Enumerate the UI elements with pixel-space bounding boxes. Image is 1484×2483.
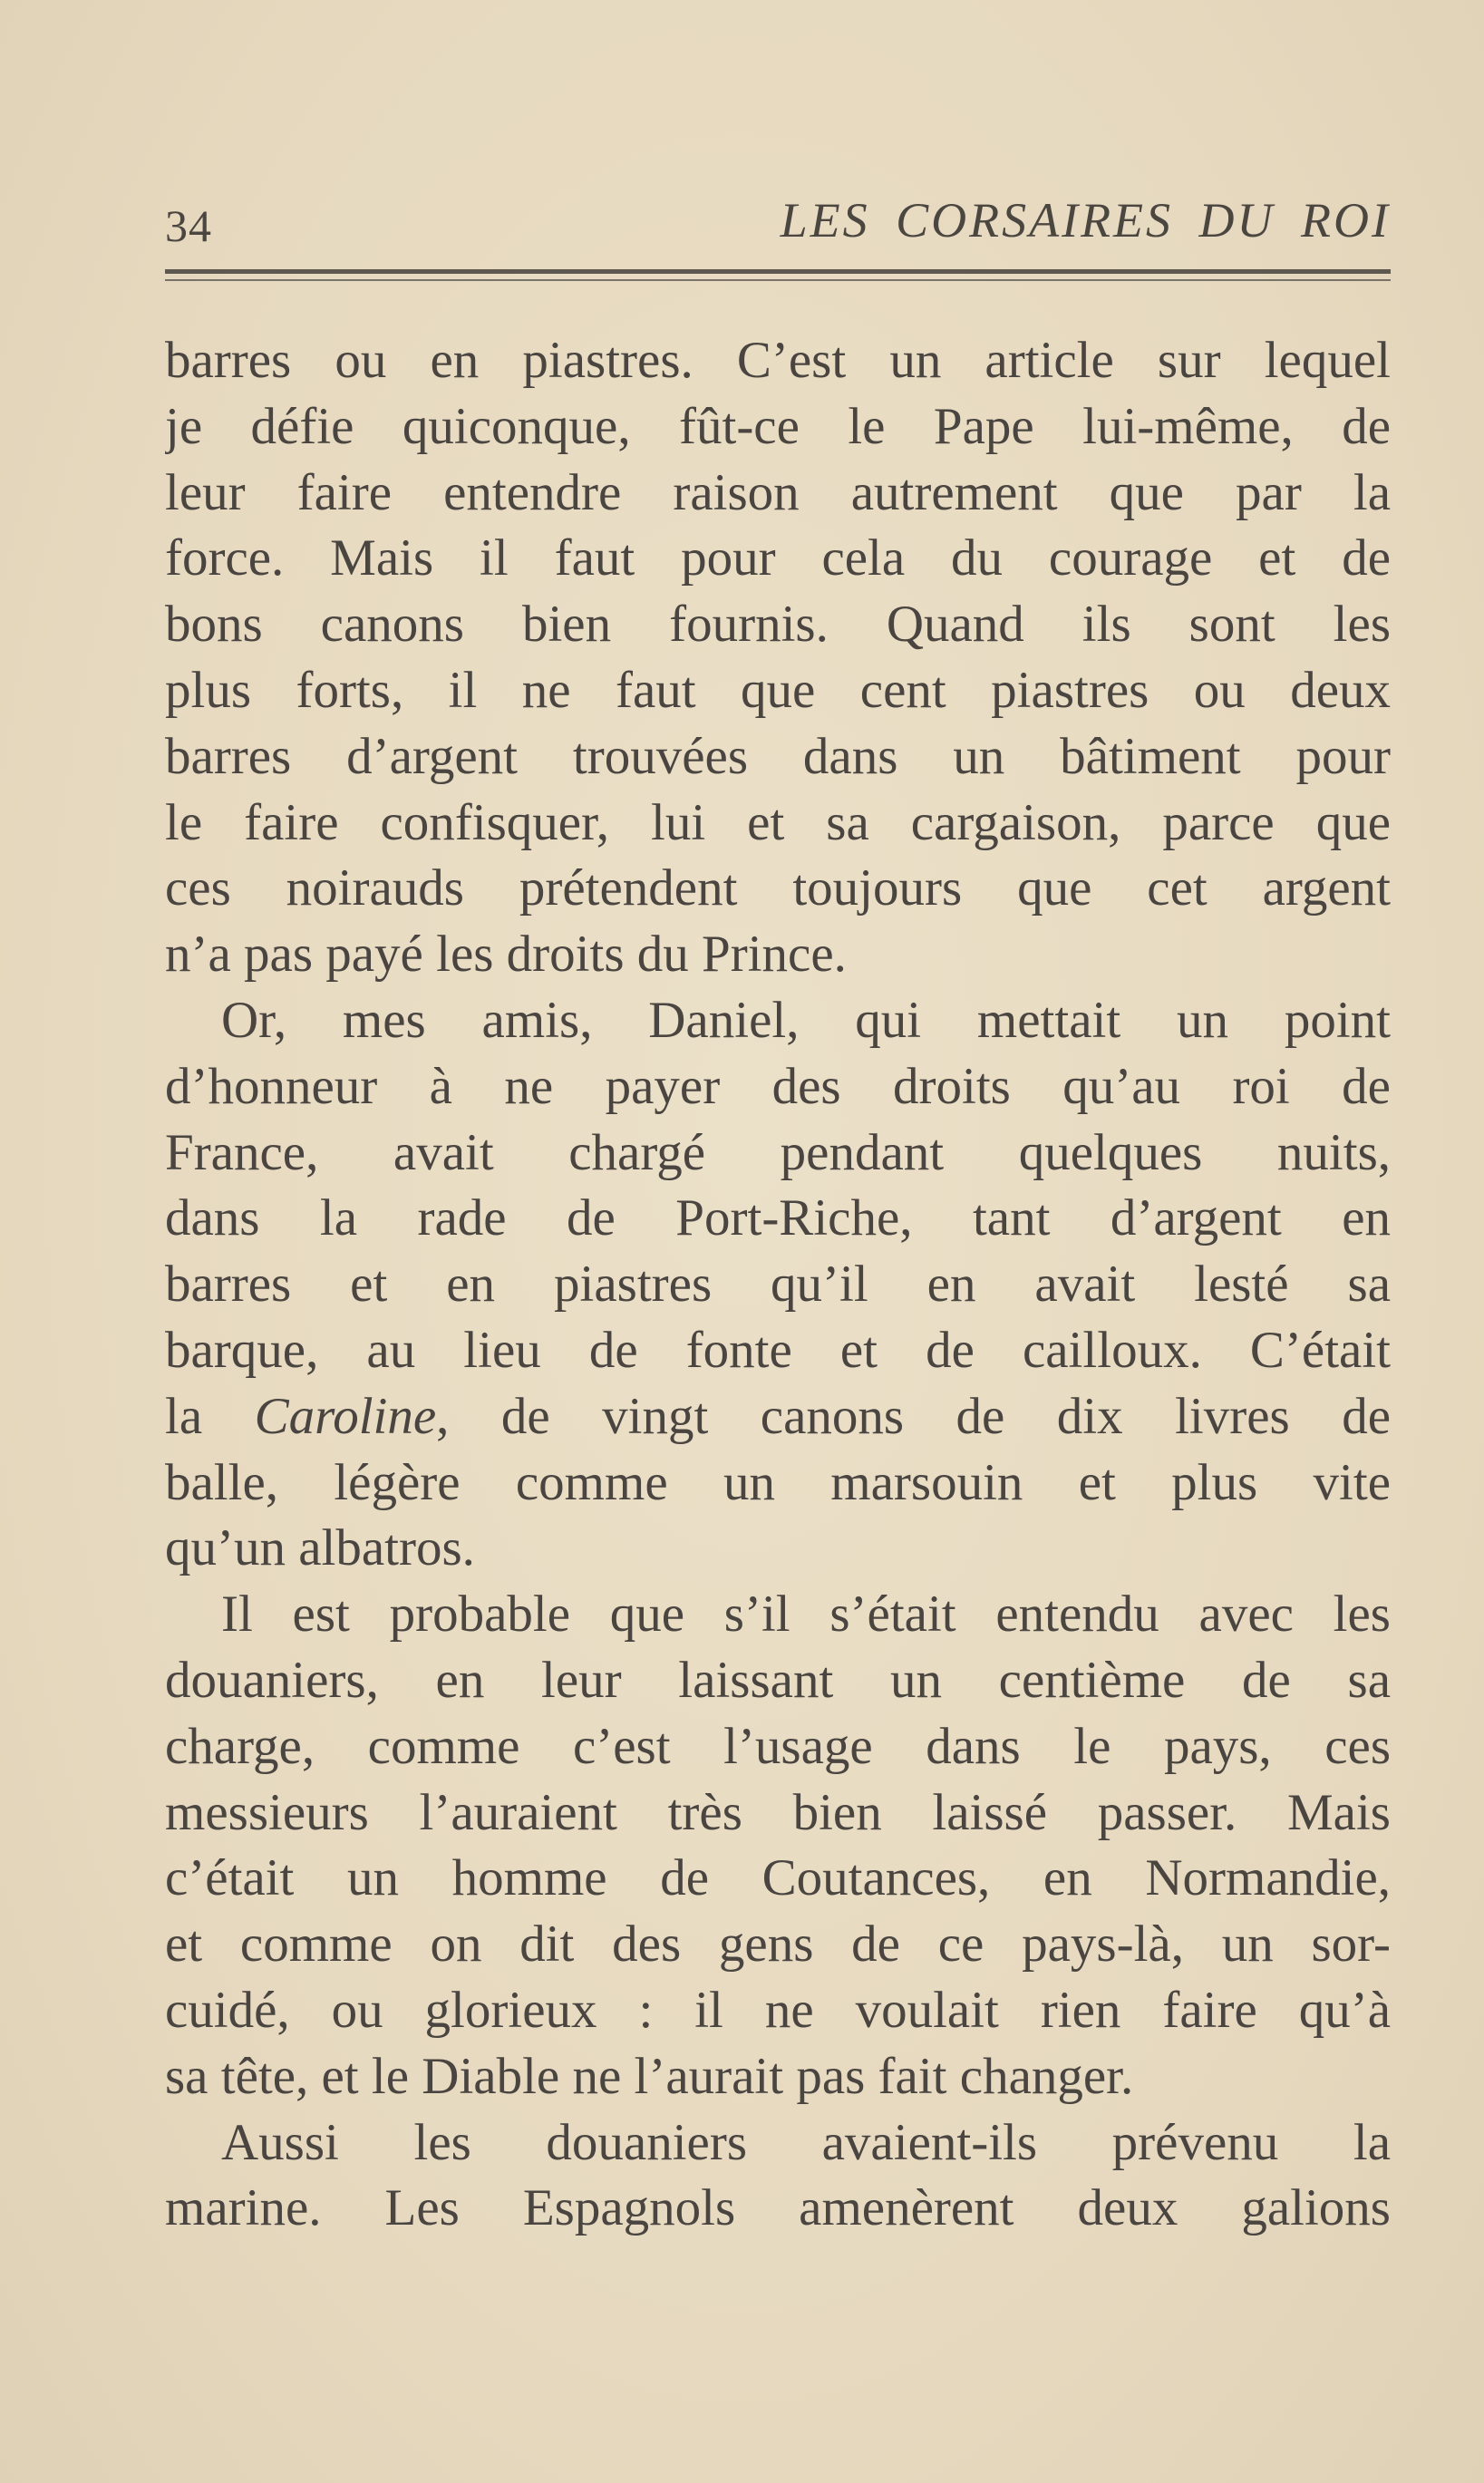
text-line: sa tête, et le Diable ne l’aurait pas fait changer. bbox=[165, 2047, 1134, 2105]
text-line: Il est probable que s’il s’était entendu avec les bbox=[221, 1586, 1391, 1644]
header-rule-thin bbox=[165, 279, 1391, 281]
text-line: le faire confisquer, lui et sa cargaison, parce que bbox=[165, 793, 1391, 851]
text-line: barque, au lieu de fonte et de cailloux. C’était bbox=[165, 1321, 1391, 1379]
text-line: barres et en piastres qu’il en avait lesté sa bbox=[165, 1256, 1391, 1314]
text-line: qu’un albatros. bbox=[165, 1519, 475, 1577]
text-line: d’honneur à ne payer des droits qu’au roi de bbox=[165, 1057, 1391, 1115]
text-line: leur faire entendre raison autrement que par la bbox=[165, 463, 1391, 521]
text-line: douaniers, en leur laissant un centième de sa bbox=[165, 1651, 1391, 1709]
page-number: 34 bbox=[165, 200, 212, 251]
text-line: balle, légère comme un marsouin et plus vite bbox=[165, 1453, 1391, 1511]
text-segment: , de vingt canons de dix livres de bbox=[436, 1387, 1391, 1445]
text-line: bons canons bien fournis. Quand ils sont les bbox=[165, 596, 1391, 654]
text-line: force. Mais il faut pour cela du courage et de bbox=[165, 529, 1391, 587]
text-line bbox=[165, 1384, 1391, 1450]
text-line: dans la rade de Port-Riche, tant d’argent en bbox=[165, 1189, 1391, 1247]
text-line: et comme on dit des gens de ce pays-là, un sor- bbox=[165, 1916, 1391, 1974]
text-line: charge, comme c’est l’usage dans le pays, ces bbox=[165, 1717, 1391, 1775]
text-line: c’était un homme de Coutances, en Normandie, bbox=[165, 1849, 1391, 1907]
text-line: plus forts, il ne faut que cent piastres ou deux bbox=[165, 661, 1391, 719]
text-line: ces noirauds prétendent toujours que cet argent bbox=[165, 859, 1391, 917]
text-line: n’a pas payé les droits du Prince. bbox=[165, 926, 847, 984]
text-line: Aussi les douaniers avaient-ils prévenu la bbox=[221, 2113, 1391, 2171]
text-line: France, avait chargé pendant quelques nuits, bbox=[165, 1123, 1391, 1181]
text-line: cuidé, ou glorieux : il ne voulait rien faire qu’à bbox=[165, 1981, 1391, 2039]
text-segment: la bbox=[165, 1387, 255, 1445]
text-line: barres d’argent trouvées dans un bâtiment pour bbox=[165, 727, 1391, 785]
text-line: je défie quiconque, fût-ce le Pape lui-même, de bbox=[165, 397, 1391, 455]
running-title: LES CORSAIRES DU ROI bbox=[780, 193, 1391, 247]
ship-name: Caroline bbox=[254, 1387, 437, 1445]
text-line: Or, mes amis, Daniel, qui mettait un point bbox=[221, 991, 1391, 1049]
text-line: marine. Les Espagnols amenèrent deux galions bbox=[165, 2179, 1391, 2237]
body-text bbox=[165, 328, 1391, 2242]
header-rule-thick bbox=[165, 269, 1391, 274]
running-header bbox=[165, 192, 1391, 251]
text-line: barres ou en piastres. C’est un article sur lequel bbox=[165, 332, 1391, 389]
text-line: messieurs l’auraient très bien laissé passer. Mais bbox=[165, 1783, 1391, 1841]
